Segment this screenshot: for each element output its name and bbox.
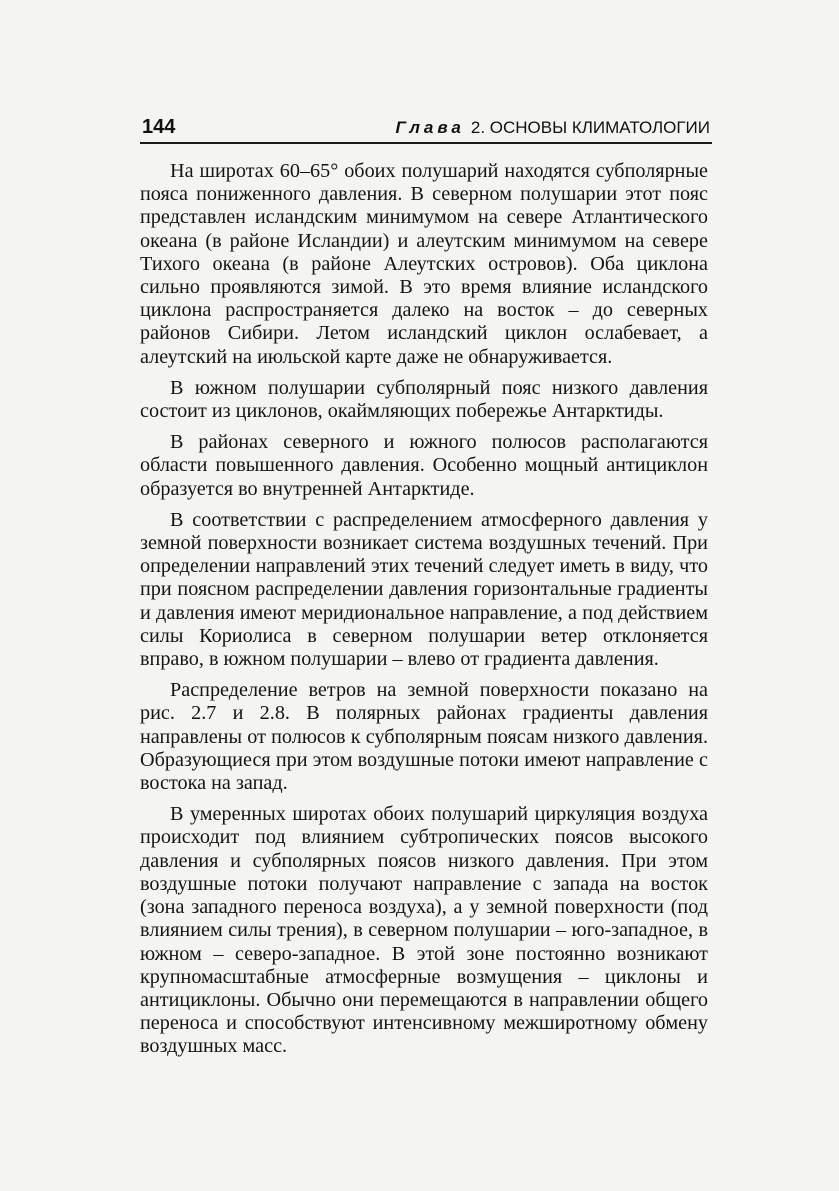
paragraph: В умеренных широтах обоих полушарий циркуляция воздуха происходит под влиянием субтропических поясов высокого давления и субполярных поясов низкого давления. При этом воздушные потоки получают направление с запада на восток (зона западного переноса воздуха), а у земной поверхности (под влиянием силы трения), в северном полушарии – юго-западное, в южном – северо-западное. В этой зоне постоянно возникают крупномасштабные атмосферные возмущения – циклоны и антициклоны. Обычно они перемещаются в направлении общего переноса и способствуют интенсивному межширотному обмену воздушных масс. [140, 803, 708, 1058]
paragraph: В районах северного и южного полюсов располагаются области повышенного давления. Особенно мощный антициклон образуется во внутренней Антарктиде. [140, 431, 708, 500]
page-number: 144 [142, 116, 176, 138]
paragraph: Распределение ветров на земной поверхности показано на рис. 2.7 и 2.8. В полярных районах градиенты давления направлены от полюсов к субполярным поясам низкого давления. Образующиеся при этом воздушные потоки имеют направление с востока на запад. [140, 679, 708, 795]
paragraph: В соответствии с распределением атмосферного давления у земной поверхности возникает система воздушных течений. При определении направлений этих течений следует иметь в виду, что при поясном распределении давления горизонтальные градиенты и давления имеют меридиональное направление, а под действием силы Кориолиса в северном полушарии ветер отклоняется вправо, в южном полушарии – влево от градиента давления. [140, 508, 708, 671]
chapter-word: Глава [395, 118, 465, 137]
body-text [140, 160, 708, 1067]
running-header [140, 112, 712, 144]
chapter-name: 2. ОСНОВЫ КЛИМАТОЛОГИИ [470, 118, 710, 137]
paragraph: На широтах 60–65° обоих полушарий находятся субполярные пояса пониженного давления. В северном полушарии этот пояс представлен исландским минимумом на севере Атлантического океана (в районе Исландии) и алеутским минимумом на севере Тихого океана (в районе Алеутских островов). Оба циклона сильно проявляются зимой. В это время влияние исландского циклона распространяется далеко на восток – до северных районов Сибири. Летом исландский циклон ослабевает, а алеутский на июльской карте даже не обнаруживается. [140, 160, 708, 368]
paragraph: В южном полушарии субполярный пояс низкого давления состоит из циклонов, окаймляющих побережье Антарктиды. [140, 376, 708, 423]
chapter-title [396, 118, 710, 138]
